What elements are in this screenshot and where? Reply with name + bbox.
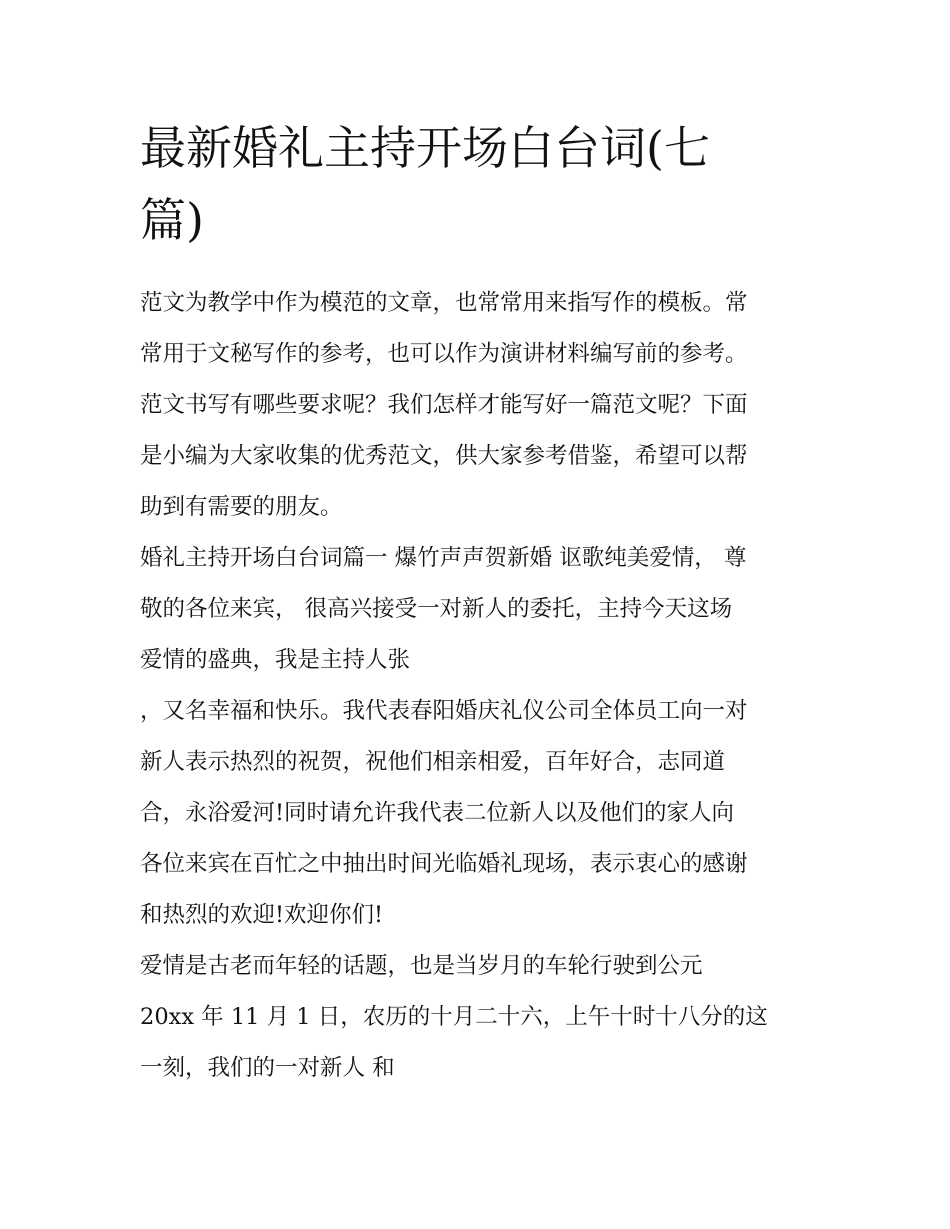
body-line: 敬的各位来宾， 很高兴接受一对新人的委托，主持今天这场 (140, 596, 733, 622)
body-line: 一刻，我们的一对新人 和 (140, 1055, 395, 1081)
body-line: 范文为教学中作为模范的文章，也常常用来指写作的模板。常 (140, 290, 748, 316)
body-line: 爱情是古老而年轻的话题，也是当岁月的车轮行驶到公元 (140, 953, 703, 979)
title-line-2: 篇) (140, 193, 204, 247)
body-line: 常用于文秘写作的参考，也可以作为演讲材料编写前的参考。 (140, 341, 748, 367)
body-line: 各位来宾在百忙之中抽出时间光临婚礼现场，表示衷心的感谢 (140, 851, 748, 877)
document-title (140, 112, 820, 256)
body-line: 是小编为大家收集的优秀范文，供大家参考借鉴，希望可以帮 (140, 443, 748, 469)
body-line: ，又名幸福和快乐。我代表春阳婚庆礼仪公司全体员工向一对 (140, 698, 748, 724)
body-line: 婚礼主持开场白台词篇一 爆竹声声贺新婚 讴歌纯美爱情， 尊 (140, 545, 747, 571)
body-line: 爱情的盛典，我是主持人张 (140, 647, 411, 673)
body-line: 和热烈的欢迎!欢迎你们! (140, 902, 384, 928)
title-line-1: 最新婚礼主持开场白台词(七 (140, 121, 710, 175)
body-line: 助到有需要的朋友。 (140, 494, 343, 520)
document-body (140, 278, 830, 1094)
body-line: 合，永浴爱河!同时请允许我代表二位新人以及他们的家人向 (140, 800, 735, 826)
body-line: 新人表示热烈的祝贺，祝他们相亲相爱，百年好合，志同道 (140, 749, 726, 775)
body-line: 范文书写有哪些要求呢？我们怎样才能写好一篇范文呢？下面 (140, 392, 748, 418)
body-line: 20xx 年 11 月 1 日，农历的十月二十六，上午十时十八分的这 (140, 1004, 768, 1030)
